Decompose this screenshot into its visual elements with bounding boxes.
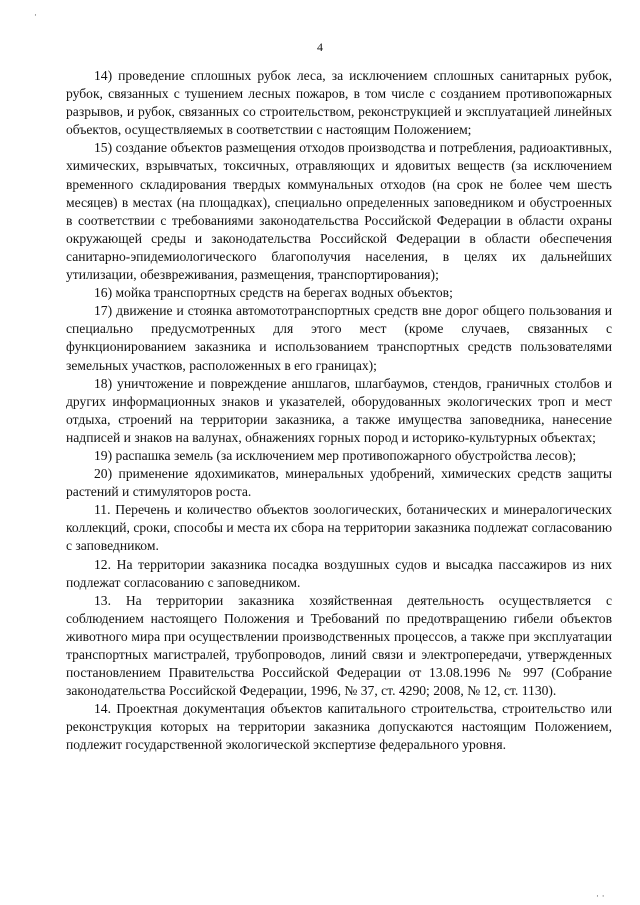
paragraph-item-15-waste-sites: 15) создание объектов размещения отходов производства и потребления, радиоактивных, химических, взрывчатых, токсичных, отравляющих и ядовитых веществ (за исключением временного складирования твердых коммунальных отходов (на срок не более чем шесть месяцев) в местах (на площадках), специально определенных заповедником и обустроенных в соответствии с требованиями законодательства Российской Федерации в области охраны окружающей среды и законодательства Российской Федерации в области обеспечения санитарно-эпидемиологического благополучия населения, в целях их дальнейших утилизации, обезвреживания, размещения, транспортирования); <box>66 140 612 283</box>
paragraph-section-11: 11. Перечень и количество объектов зоологических, ботанических и минералогических коллекций, сроки, способы и места их сбора на территории заказника подлежат согласованию с заповедником. <box>66 502 612 554</box>
scan-mark: · · <box>596 892 605 902</box>
document-body <box>66 67 612 755</box>
paragraph-section-12: 12. На территории заказника посадка воздушных судов и высадка пассажиров из них подлежат согласованию с заповедником. <box>66 556 612 590</box>
page-number: 4 <box>317 40 323 54</box>
scan-mark: · <box>34 11 37 21</box>
paragraph-item-20-chemicals: 20) применение ядохимикатов, минеральных удобрений, химических средств защиты растений и стимуляторов роста. <box>66 466 612 500</box>
paragraph-item-14-forest-cutting: 14) проведение сплошных рубок леса, за исключением сплошных санитарных рубок, рубок, связанных с тушением лесных пожаров, в том числе с созданием противопожарных разрывов, и рубок, связанных со строительством, реконструкцией и эксплуатацией линейных объектов, осуществляемых в соответствии с настоящим Положением; <box>66 68 612 138</box>
paragraph-item-18-vandalism: 18) уничтожение и повреждение аншлагов, шлагбаумов, стендов, граничных столбов и других информационных знаков и указателей, оборудованных экологических троп и мест отдыха, строений на территории заказника, а также имущества заповедника, нанесение надписей и знаков на валунах, обнажениях горных пород и историко-культурных объектах; <box>66 375 612 445</box>
paragraph-section-13: 13. На территории заказника хозяйственная деятельность осуществляется с соблюдением настоящего Положения и Требований по предотвращению гибели объектов животного мира при осуществлении производственных процессов, а также при эксплуатации транспортных магистралей, трубопроводов, линий связи и электропередачи, утвержденных постановлением Правительства Российской Федерации от 13.08.1996 № 997 (Собрание законодательства Российской Федерации, 1996, № 37, ст. 4290; 2008, № 12, ст. 1130). <box>66 592 612 699</box>
paragraph-item-17-vehicle-movement: 17) движение и стоянка автомототранспортных средств вне дорог общего пользования и специально предусмотренных для этого мест (кроме случаев, связанных с функционированием заказника и использованием транспортных средств пользователями земельных участков, расположенных в его границах); <box>66 303 612 373</box>
paragraph-item-19-plowing: 19) распашка земель (за исключением мер противопожарного обустройства лесов); <box>94 447 577 463</box>
paragraph-item-16-vehicle-washing: 16) мойка транспортных средств на берегах водных объектов; <box>94 285 453 301</box>
paragraph-section-14: 14. Проектная документация объектов капитального строительства, строительство или реконструкция которых на территории заказника допускаются настоящим Положением, подлежит государственной экологической экспертизе федерального уровня. <box>66 701 612 753</box>
